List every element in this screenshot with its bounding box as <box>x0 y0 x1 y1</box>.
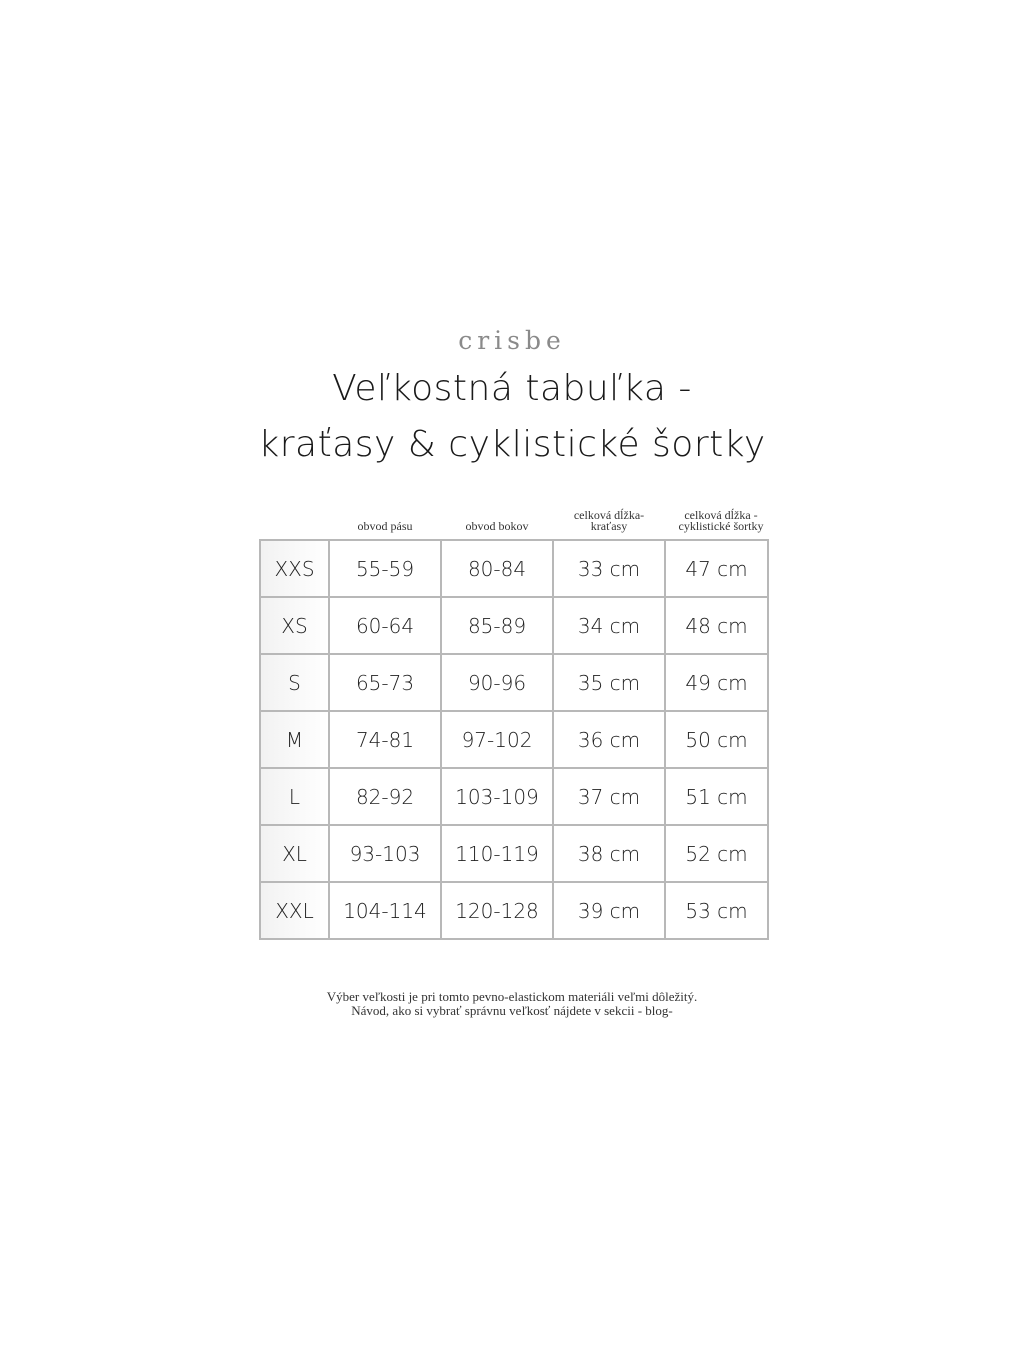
hips-cell: 103-109 <box>441 768 553 825</box>
brand-logo: crisbe <box>458 326 566 355</box>
table-row <box>260 540 768 597</box>
size-label: XXS <box>260 540 329 597</box>
length-shorts-cell: 37 cm <box>553 768 665 825</box>
hips-cell: 97-102 <box>441 711 553 768</box>
footnote-line-1: Výber veľkosti je pri tomto pevno-elastickom materiáli veľmi dôležitý. <box>326 989 698 1004</box>
footnote-line-2: Návod, ako si vybrať správnu veľkosť nájdete v sekcii - blog- <box>351 1003 673 1018</box>
hips-cell: 120-128 <box>441 882 553 939</box>
page-title-line-1: Veľkostná tabuľka - <box>332 368 692 409</box>
size-label: M <box>260 711 329 768</box>
length-shorts-cell: 33 cm <box>553 540 665 597</box>
column-header-waist-label: obvod pásu <box>357 519 413 533</box>
size-label: XXL <box>260 882 329 939</box>
length-cycling-cell: 51 cm <box>665 768 768 825</box>
table-row <box>260 597 768 654</box>
table-row <box>260 711 768 768</box>
size-label: XL <box>260 825 329 882</box>
column-header-length-cycling <box>665 510 777 532</box>
column-header-length-shorts <box>553 510 665 532</box>
column-header-length-cycling-line-2: cyklistické šortky <box>678 519 764 533</box>
column-header-waist <box>329 521 441 532</box>
length-cycling-cell: 52 cm <box>665 825 768 882</box>
hips-cell: 90-96 <box>441 654 553 711</box>
waist-cell: 55-59 <box>329 540 441 597</box>
size-label: L <box>260 768 329 825</box>
table-row <box>260 768 768 825</box>
column-header-length-shorts-line-2: kraťasy <box>590 519 628 533</box>
table-row <box>260 654 768 711</box>
length-shorts-cell: 35 cm <box>553 654 665 711</box>
length-shorts-cell: 38 cm <box>553 825 665 882</box>
waist-cell: 82-92 <box>329 768 441 825</box>
length-shorts-cell: 39 cm <box>553 882 665 939</box>
column-header-length-shorts-line-1: celková dĺžka- <box>573 508 645 522</box>
waist-cell: 65-73 <box>329 654 441 711</box>
hips-cell: 80-84 <box>441 540 553 597</box>
column-header-hips-label: obvod bokov <box>465 519 529 533</box>
length-cycling-cell: 47 cm <box>665 540 768 597</box>
hips-cell: 85-89 <box>441 597 553 654</box>
column-header-hips <box>441 521 553 532</box>
column-header-length-cycling-line-1: celková dĺžka - <box>684 508 758 522</box>
hips-cell: 110-119 <box>441 825 553 882</box>
length-shorts-cell: 36 cm <box>553 711 665 768</box>
size-table <box>259 539 769 940</box>
waist-cell: 60-64 <box>329 597 441 654</box>
size-label: XS <box>260 597 329 654</box>
length-cycling-cell: 49 cm <box>665 654 768 711</box>
length-shorts-cell: 34 cm <box>553 597 665 654</box>
table-row <box>260 825 768 882</box>
table-row <box>260 882 768 939</box>
page-title-line-2: kraťasy & cyklistické šortky <box>258 424 766 465</box>
length-cycling-cell: 53 cm <box>665 882 768 939</box>
waist-cell: 104-114 <box>329 882 441 939</box>
length-cycling-cell: 50 cm <box>665 711 768 768</box>
length-cycling-cell: 48 cm <box>665 597 768 654</box>
waist-cell: 74-81 <box>329 711 441 768</box>
size-label: S <box>260 654 329 711</box>
waist-cell: 93-103 <box>329 825 441 882</box>
